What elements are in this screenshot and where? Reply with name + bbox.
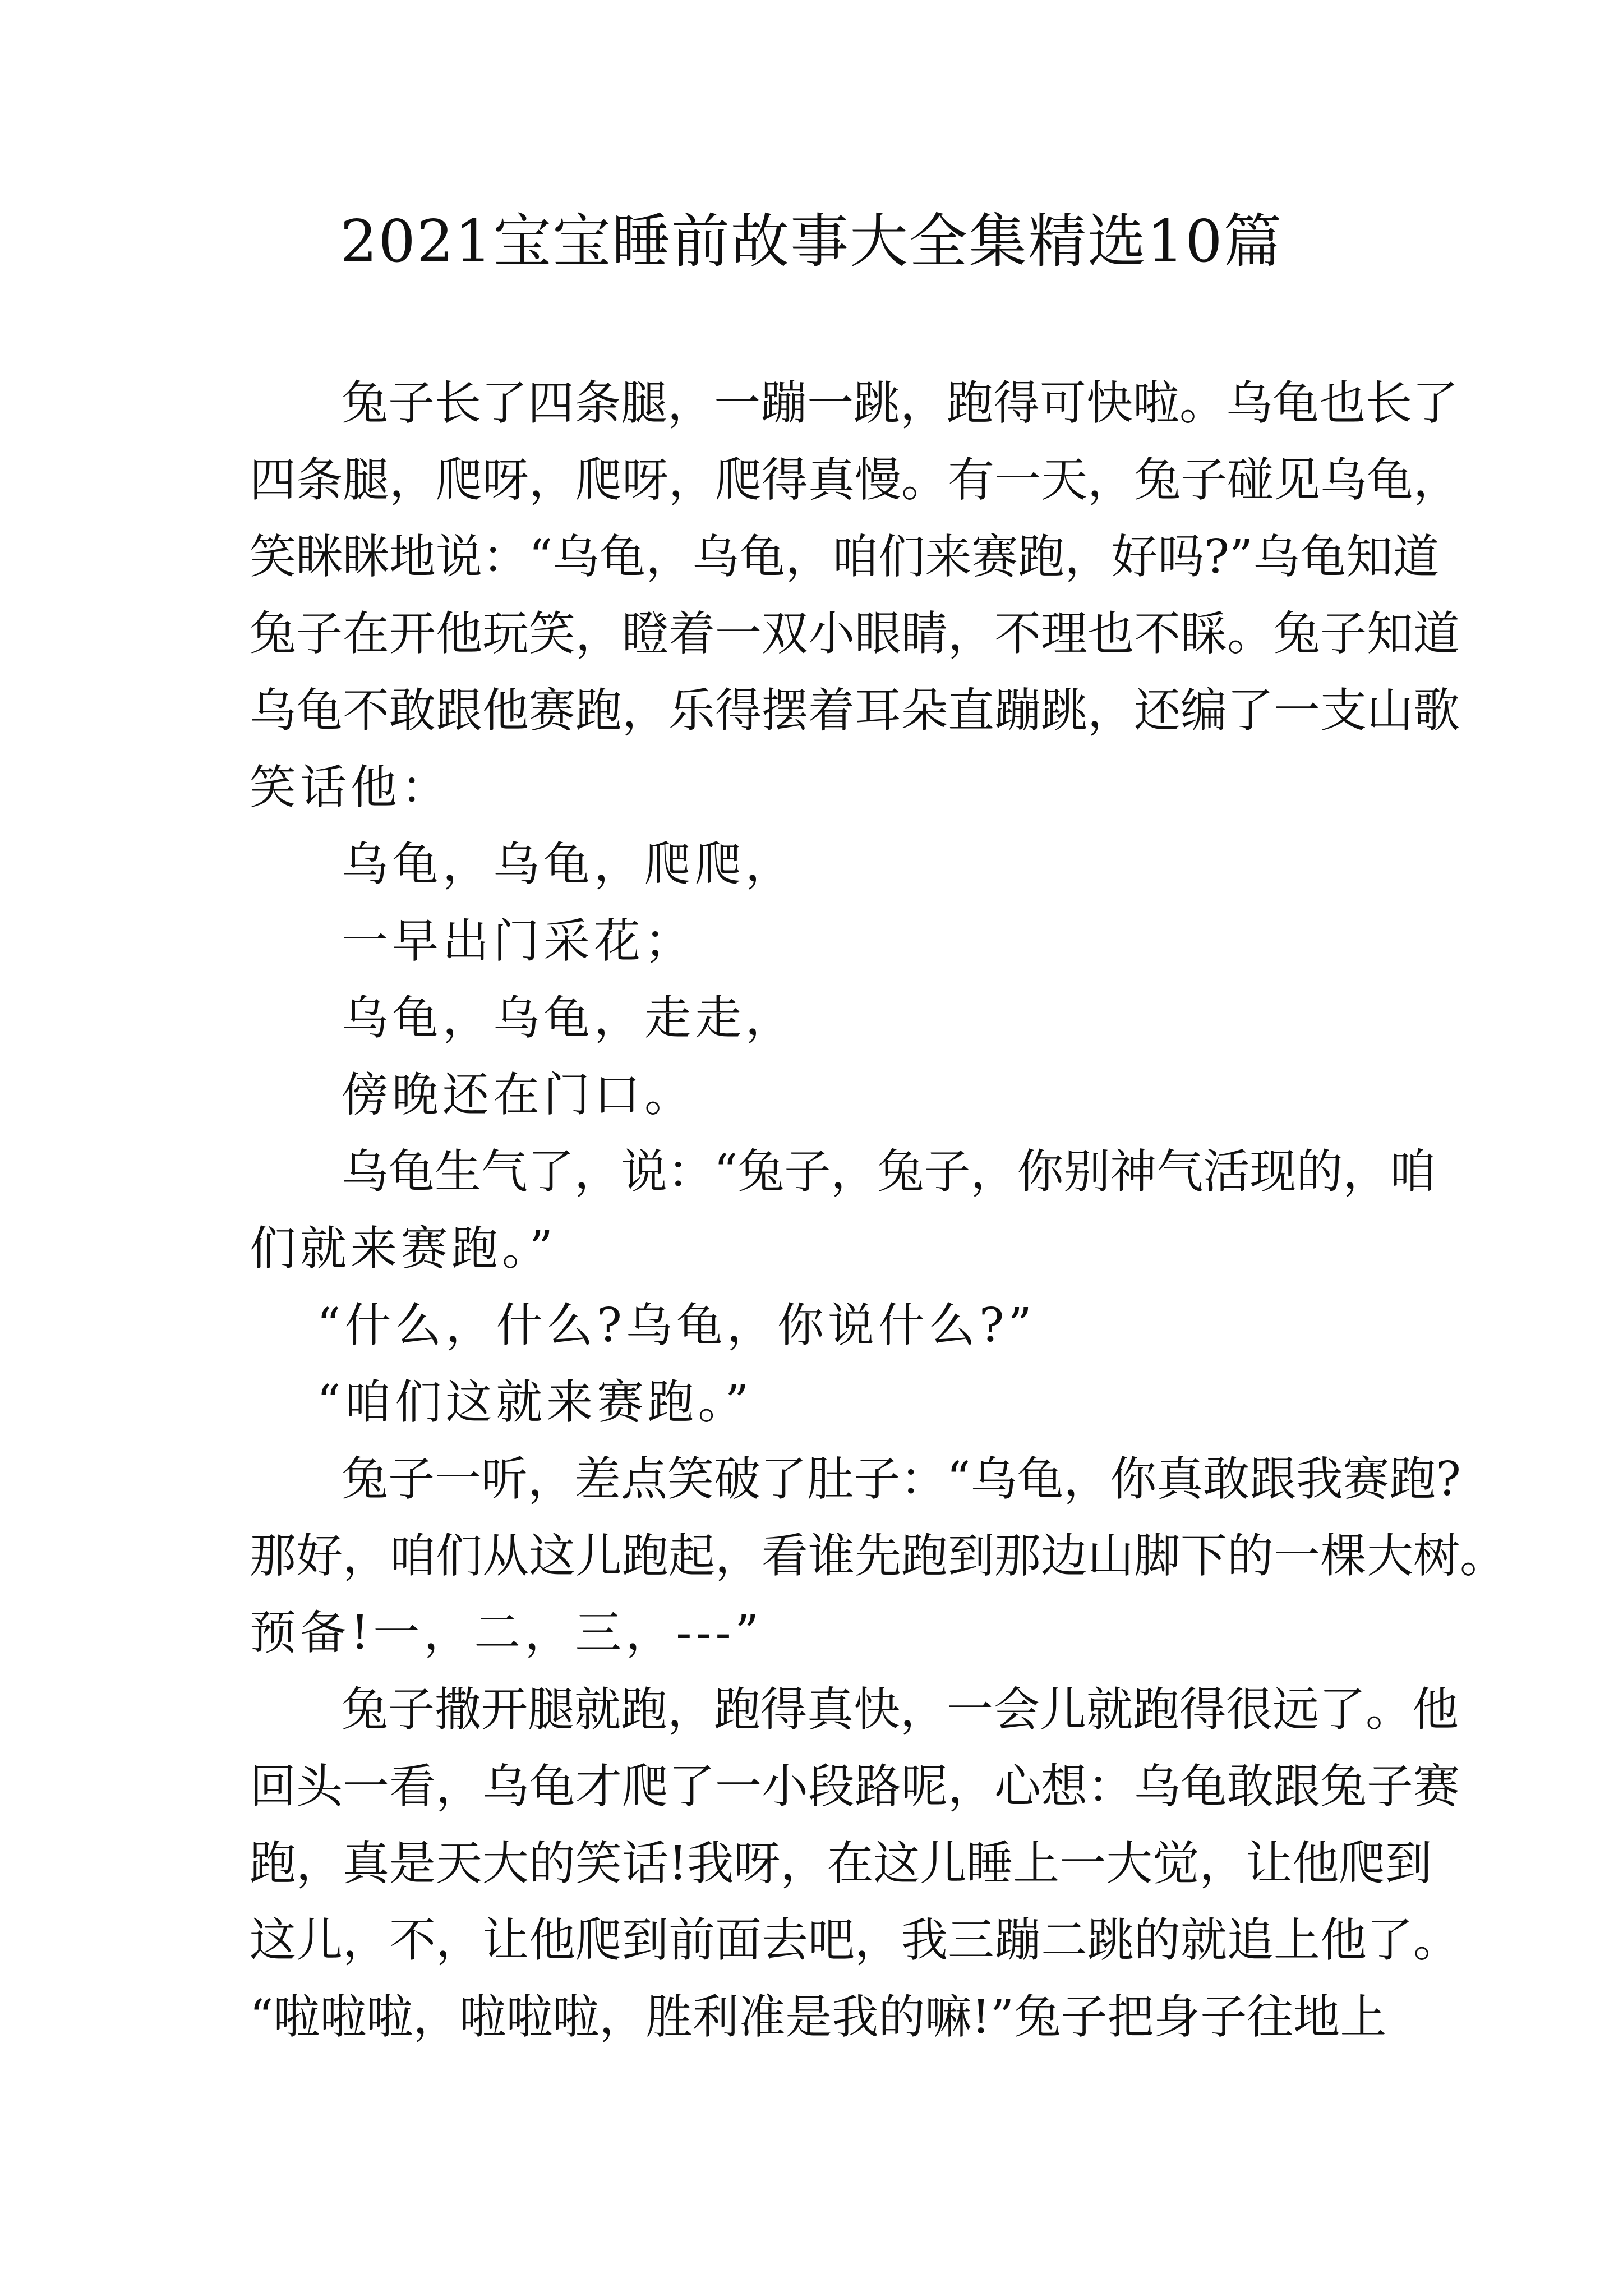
document-title: 2021宝宝睡前故事大全集精选10篇 [340, 207, 1283, 275]
paragraph-line: 兔子一听，差点笑破了肚子：“乌龟，你真敢跟我赛跑? [342, 1452, 1461, 1506]
paragraph-line: 那好，咱们从这儿跑起，看谁先跑到那边山脚下的一棵大树。 [250, 1529, 1506, 1583]
paragraph-line: 乌龟不敢跟他赛跑，乐得摆着耳朵直蹦跳，还编了一支山歌 [250, 683, 1460, 738]
paragraph-line: 笑话他： [250, 760, 451, 815]
paragraph-line: “啦啦啦，啦啦啦，胜利准是我的嘛!”兔子把身子往地上 [250, 1990, 1387, 2044]
paragraph-line: 四条腿，爬呀，爬呀，爬得真慢。有一天，兔子碰见乌龟， [250, 453, 1460, 507]
song-line: 乌龟，乌龟，走走， [342, 991, 796, 1045]
song-line: 傍晚还在门口。 [342, 1068, 695, 1122]
song-line: 乌龟，乌龟，爬爬， [342, 837, 796, 891]
paragraph-line: 乌龟生气了，说：“兔子，兔子，你别神气活现的，咱 [342, 1144, 1436, 1199]
dialogue-line: “咱们这就来赛跑。” [317, 1375, 753, 1429]
paragraph-line: 兔子在开他玩笑，瞪着一双小眼睛，不理也不睬。兔子知道 [250, 606, 1460, 661]
story-body [250, 365, 1506, 2055]
dialogue-line: “什么，什么?乌龟，你说什么?” [317, 1298, 1036, 1352]
paragraph-line: 预备!一，二，三，---” [250, 1605, 763, 1660]
paragraph-line: 跑，真是天大的笑话!我呀，在这儿睡上一大觉，让他爬到 [250, 1836, 1432, 1890]
paragraph-line: 这儿，不，让他爬到前面去吧，我三蹦二跳的就追上他了。 [250, 1913, 1460, 1967]
paragraph-line: 们就来赛跑。” [250, 1221, 557, 1276]
paragraph-line: 回头一看，乌龟才爬了一小段路呢，心想：乌龟敢跟兔子赛 [250, 1759, 1460, 1814]
paragraph-line: 兔子长了四条腿，一蹦一跳，跑得可快啦。乌龟也长了 [342, 376, 1459, 430]
song-line: 一早出门采花； [342, 914, 695, 968]
paragraph-line: 笑眯眯地说：“乌龟，乌龟，咱们来赛跑，好吗?”乌龟知道 [250, 530, 1440, 584]
paragraph-line: 兔子撒开腿就跑，跑得真快，一会儿就跑得很远了。他 [342, 1682, 1459, 1737]
